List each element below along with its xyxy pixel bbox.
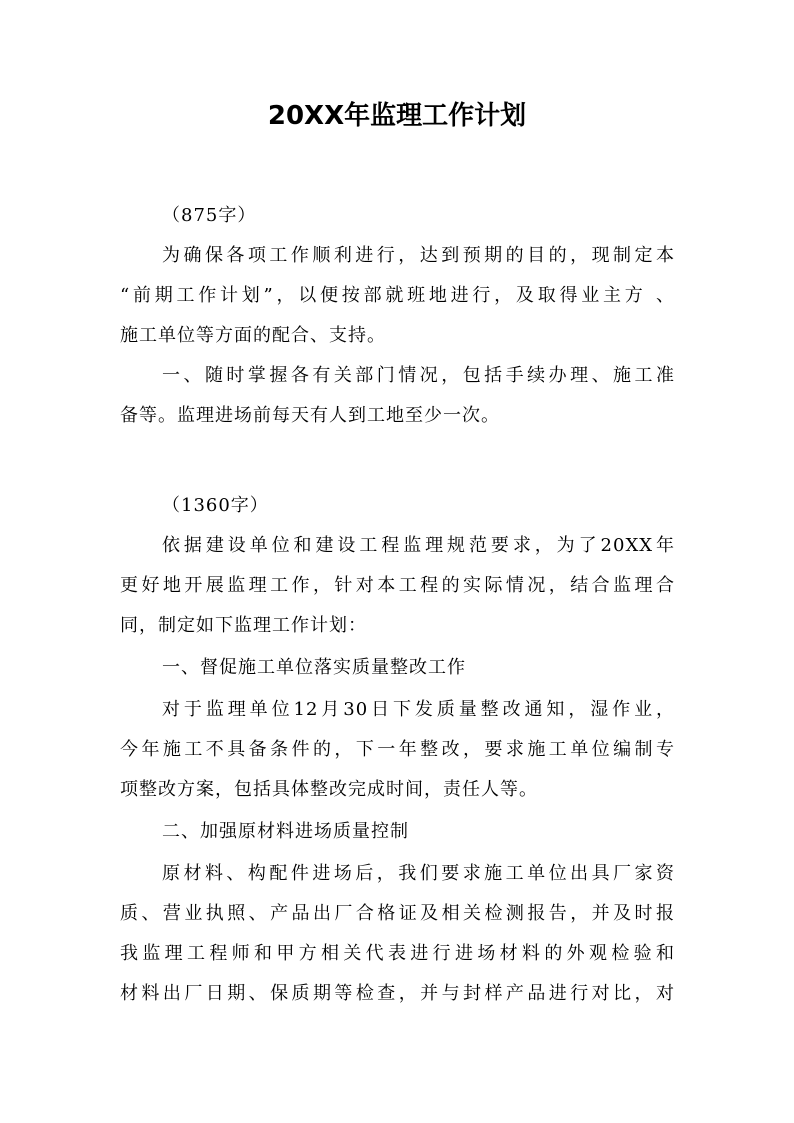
paragraph-line: 为确保各项工作顺利进行，达到预期的目的，现制定本 bbox=[162, 245, 675, 266]
heading-line: 二、加强原材料进场质量控制 bbox=[162, 821, 409, 842]
paragraph-line: 质、营业执照、产品出厂合格证及相关检测报告，并及时报 bbox=[120, 903, 675, 924]
paragraph-line: 对于监理单位12月30日下发质量整改通知，湿作业， bbox=[162, 699, 675, 720]
paragraph-line: 一、随时掌握各有关部门情况，包括手续办理、施工准 bbox=[162, 365, 675, 386]
paragraph-line: 更好地开展监理工作，针对本工程的实际情况，结合监理合 bbox=[120, 575, 675, 596]
paragraph-line: 材料出厂日期、保质期等检查，并与封样产品进行对比，对 bbox=[120, 983, 675, 1004]
section-1-paragraph-1 bbox=[120, 236, 675, 356]
section-2-paragraph-2 bbox=[120, 690, 675, 810]
word-count-1: （875字） bbox=[162, 205, 257, 226]
section-1 bbox=[120, 196, 675, 236]
paragraph-line: 原材料、构配件进场后，我们要求施工单位出具厂家资 bbox=[162, 863, 675, 884]
paragraph-line: 备等。监理进场前每天有人到工地至少一次。 bbox=[120, 405, 500, 426]
paragraph-line: 今年施工不具备条件的，下一年整改，要求施工单位编制专 bbox=[120, 739, 675, 760]
section-2-heading-1 bbox=[120, 648, 675, 688]
paragraph-line: 施工单位等方面的配合、支持。 bbox=[120, 325, 386, 346]
paragraph-line: 依据建设单位和建设工程监理规范要求，为了20XX年 bbox=[162, 535, 675, 556]
section-1-paragraph-2 bbox=[120, 356, 675, 436]
section-2 bbox=[120, 486, 675, 526]
section-2-paragraph-1 bbox=[120, 526, 675, 646]
heading-line: 一、督促施工单位落实质量整改工作 bbox=[162, 657, 466, 678]
section-2-heading-2 bbox=[120, 812, 675, 852]
paragraph-line: 同，制定如下监理工作计划： bbox=[120, 615, 367, 636]
word-count-2: （1360字） bbox=[162, 495, 269, 516]
section-2-paragraph-3 bbox=[120, 854, 675, 1014]
paragraph-line: 项整改方案，包括具体整改完成时间，责任人等。 bbox=[120, 779, 538, 800]
document-title: 20XX年监理工作计划 bbox=[267, 101, 527, 131]
paragraph-line: “前期工作计划”，以便按部就班地进行，及取得业主方 、 bbox=[120, 285, 675, 306]
paragraph-line: 我监理工程师和甲方相关代表进行进场材料的外观检验和 bbox=[120, 943, 675, 964]
